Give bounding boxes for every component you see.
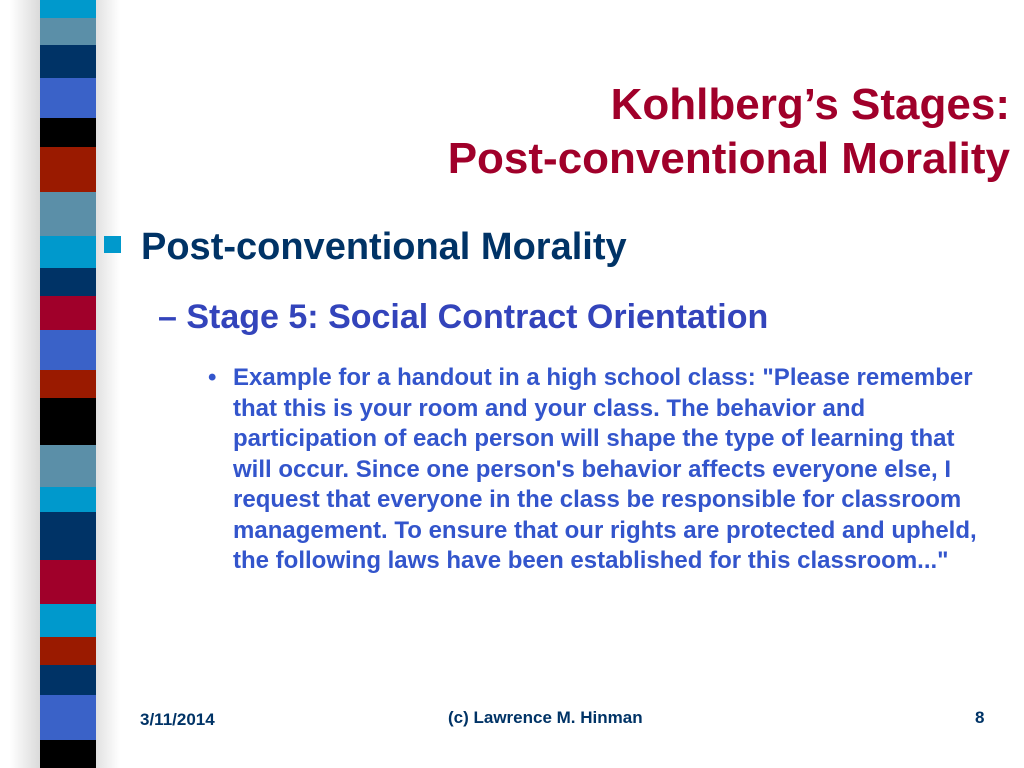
stripe-band — [40, 18, 96, 45]
title-line-2: Post-conventional Morality — [447, 134, 1010, 183]
stripe-band — [40, 487, 96, 512]
dot-bullet-icon: • — [208, 364, 217, 391]
stripe-band — [40, 695, 96, 740]
stripe-band — [40, 268, 96, 296]
stripe-band — [40, 78, 96, 118]
stripe-band — [40, 560, 96, 604]
footer-author: (c) Lawrence M. Hinman — [448, 708, 643, 727]
stripe-band — [40, 740, 96, 768]
bullet-level-3 — [208, 363, 998, 577]
stripe-band — [40, 192, 96, 236]
bullet-level-1 — [104, 226, 627, 269]
bullet-level-2: – Stage 5: Social Contract Orientation — [158, 298, 769, 336]
square-bullet-icon — [104, 236, 121, 253]
stripe-band — [40, 445, 96, 487]
stripe-band — [40, 0, 96, 18]
title-line-1: Kohlberg’s Stages: — [610, 80, 1010, 129]
slide-title — [448, 78, 1010, 186]
stripe-band — [40, 637, 96, 665]
stripe-band — [40, 604, 96, 637]
stripe-band — [40, 147, 96, 192]
stripe-band — [40, 236, 96, 268]
decorative-stripe — [40, 0, 96, 768]
stripe-band — [40, 512, 96, 560]
stripe-band — [40, 45, 96, 78]
stripe-band — [40, 398, 96, 445]
stripe-band — [40, 330, 96, 370]
stripe-band — [40, 296, 96, 330]
footer-date: 3/11/2014 — [140, 710, 215, 729]
heading-text: Post-conventional Morality — [141, 226, 627, 268]
example-text: Example for a handout in a high school class: "Please remember that this is your room and your class. The behavior and participation of each person will shape the type of learning that will occur. Since one person's behavior affects everyone else, I request that everyone in the class be responsible for classroom management. To ensure that our rights are protected and upheld, the following laws have been established for this classroom..." — [233, 364, 977, 574]
footer-page-number: 8 — [975, 708, 985, 727]
stripe-band — [40, 118, 96, 147]
stripe-band — [40, 370, 96, 398]
stripe-band — [40, 665, 96, 695]
